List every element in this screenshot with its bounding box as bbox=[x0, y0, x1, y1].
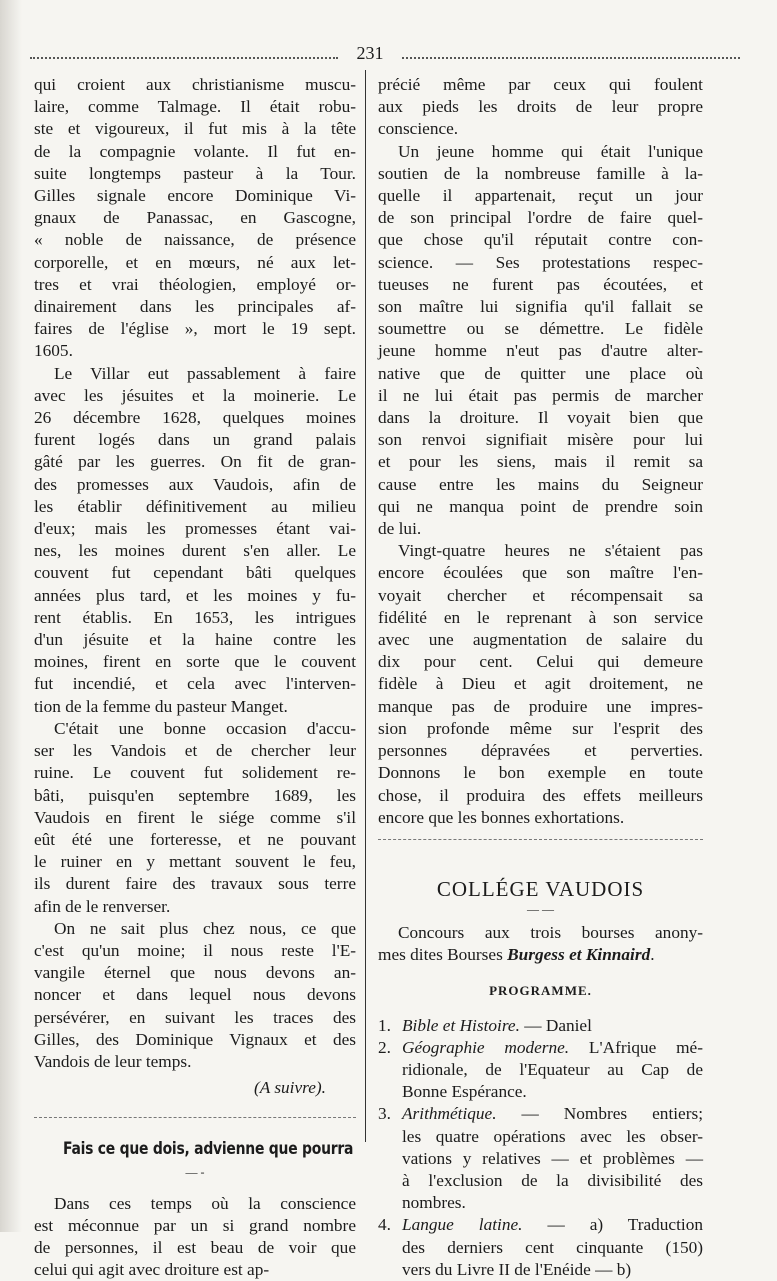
text-line: Un jeune homme qui était l'unique bbox=[398, 141, 703, 161]
text-line bbox=[402, 1059, 703, 1081]
left-column bbox=[34, 74, 356, 1281]
concours-line bbox=[378, 944, 703, 966]
text-line: des promesses aux Vaudois, afin de bbox=[34, 474, 356, 494]
text-line: « noble de naissance, de présence bbox=[34, 230, 356, 250]
text-line bbox=[402, 1170, 703, 1192]
programme-item bbox=[378, 1037, 703, 1104]
text-line bbox=[402, 1148, 703, 1170]
text-line: Vaudois en firent le siége comme s'il bbox=[34, 807, 356, 827]
text-line: avec une augmentation de salaire du bbox=[378, 630, 703, 650]
text-line: bâti, puisqu'en septembre 1689, les bbox=[34, 785, 356, 805]
text-line: Dans ces temps où la conscience bbox=[54, 1193, 356, 1213]
item-text: les quatre opérations avec les obser- bbox=[402, 1126, 703, 1146]
text-line bbox=[402, 1037, 703, 1059]
text-line: son maître lui signifia qu'il fallait se bbox=[378, 297, 703, 317]
text-line: fidélité en le reprenant à son service bbox=[378, 607, 703, 627]
item-number: 3. bbox=[378, 1104, 391, 1124]
text-line: ruine. Le couvent fut solidement re- bbox=[34, 763, 356, 783]
item-number: 2. bbox=[378, 1037, 391, 1057]
text-line: cause entre les mains du Seigneur bbox=[378, 474, 703, 494]
text-line: de la compagnie volante. Il fut en- bbox=[34, 141, 356, 161]
text-line bbox=[402, 1192, 703, 1214]
text-line bbox=[402, 1015, 703, 1037]
item-text: à l'exclusion de la divisibilité des bbox=[402, 1170, 703, 1190]
text-line: quelle il appartenait, reçut un jour bbox=[378, 186, 703, 206]
column-divider bbox=[365, 70, 366, 1142]
text-line: d'eux; mais les promesses étant vai- bbox=[34, 519, 356, 539]
text-line: 1605. bbox=[34, 341, 73, 361]
page-header bbox=[30, 43, 740, 66]
text-line: furent logés dans un grand palais bbox=[34, 430, 356, 450]
text-line: d'un jésuite et la haine contre les bbox=[34, 630, 356, 650]
text-line: jeune homme n'eut pas d'autre alter- bbox=[378, 341, 703, 361]
programme-item bbox=[378, 1103, 703, 1214]
programme-item bbox=[378, 1015, 703, 1037]
text-line bbox=[402, 1214, 703, 1236]
item-subject: Arithmétique. bbox=[402, 1104, 497, 1124]
paragraph bbox=[378, 141, 703, 541]
text-line: moines, firent en sorte que le couvent bbox=[34, 652, 356, 672]
text-line: qui ne manqua point de prendre soin bbox=[378, 496, 703, 516]
item-text: vers du Livre II de l'Enéide — b) bbox=[402, 1259, 632, 1279]
paragraph bbox=[378, 540, 703, 829]
text-line: aux pieds les droits de leur propre bbox=[378, 97, 703, 117]
item-text: L'Afrique mé- bbox=[588, 1037, 703, 1057]
header-dotted-rule-right bbox=[402, 57, 740, 59]
text-line bbox=[402, 1081, 703, 1103]
text-line: noncer et dans lequel nous devons bbox=[34, 985, 356, 1005]
text-line: manque pas de produire une impres- bbox=[378, 696, 703, 716]
text-line: son renvoi signifiait misère pour lui bbox=[378, 430, 703, 450]
text-line: rent établis. En 1653, les intrigues bbox=[34, 607, 356, 627]
text-line: vangile éternel que nous devons an- bbox=[34, 963, 356, 983]
paragraph bbox=[34, 363, 356, 718]
text-line: conscience. bbox=[378, 119, 459, 139]
header-dotted-rule-left bbox=[30, 57, 338, 59]
text-line: dix pour cent. Celui qui demeure bbox=[378, 652, 703, 672]
text-line: soumettre ou se démettre. Le fidèle bbox=[378, 319, 703, 339]
page-edge-shadow bbox=[0, 0, 22, 1232]
text-line: Vingt-quatre heures ne s'étaient pas bbox=[398, 541, 703, 561]
text-line: fut incendié, et cela avec l'interven- bbox=[34, 674, 356, 694]
text-line: tres et vrai théologien, employé or- bbox=[34, 274, 356, 294]
text-line: couvent fut cependant bâti quelques bbox=[34, 563, 356, 583]
item-text: vations y relatives — et problèmes — bbox=[402, 1148, 703, 1168]
text-line: nes, les moines durent s'en aller. Le bbox=[34, 541, 356, 561]
text-line: Le Villar eut passablement à faire bbox=[54, 363, 356, 383]
text-line: gâté par les guerres. On fit de gran- bbox=[34, 452, 356, 472]
text-line: et pour les siens, mais il remit sa bbox=[378, 452, 703, 472]
text-line: encore écoulées que son maître l'en- bbox=[378, 563, 703, 583]
text-line: native que de quitter une place où bbox=[378, 363, 703, 383]
item-text: nombres. bbox=[402, 1193, 466, 1213]
paragraph bbox=[34, 74, 356, 363]
text-line: avec les jésuites et la moinerie. Le bbox=[34, 385, 356, 405]
text-line: qui croient aux christianisme muscu- bbox=[34, 75, 356, 94]
text-line: gnaux de Panassac, en Gascogne, bbox=[34, 208, 356, 228]
section-separator bbox=[378, 839, 703, 840]
concours-suffix: . bbox=[650, 945, 655, 965]
text-line: dinairement dans les principales af- bbox=[34, 297, 356, 317]
text-line: personnes dépravées et perverties. bbox=[378, 741, 703, 761]
item-number: 1. bbox=[378, 1015, 391, 1035]
text-line: de personnes, il est beau de voir que bbox=[34, 1237, 356, 1257]
text-line: c'est qu'un moine; il nous reste l'E- bbox=[34, 940, 356, 960]
text-line bbox=[402, 1259, 703, 1281]
title-rule: — - bbox=[185, 1164, 205, 1179]
text-line: corporelle, et en mœurs, né aux let- bbox=[34, 252, 356, 272]
item-text: des derniers cent cinquante (150) bbox=[402, 1237, 703, 1257]
text-line: que chose qu'il réputait contre con- bbox=[378, 230, 703, 250]
item-subject: Géographie moderne. bbox=[402, 1037, 570, 1057]
page-number: 231 bbox=[356, 43, 384, 63]
item-text: — a) Traduction bbox=[547, 1215, 703, 1235]
text-line: On ne sait plus chez nous, ce que bbox=[54, 918, 356, 938]
text-line: Vandois de leur temps. bbox=[34, 1051, 192, 1071]
programme-label: PROGRAMME. bbox=[489, 983, 592, 999]
text-line: Gilles, des Dominique Vignaux et des bbox=[34, 1029, 356, 1049]
bourses-names: Burgess et Kinnaird bbox=[507, 945, 651, 965]
text-line: il ne lui était pas permis de marcher bbox=[378, 385, 703, 405]
college-title: COLLÉGE VAUDOIS bbox=[436, 876, 645, 901]
right-column bbox=[378, 74, 703, 1281]
programme-item bbox=[378, 1214, 703, 1281]
text-line: science. — Ses protestations respec- bbox=[378, 252, 703, 272]
section-title: Fais ce que dois, advienne que pourra bbox=[62, 1139, 354, 1160]
title-rule: — — bbox=[527, 901, 554, 916]
text-line: Donnons le bon exemple en toute bbox=[378, 763, 703, 783]
text-line: sion profonde même sur l'esprit des bbox=[378, 718, 703, 738]
item-text: ridionale, de l'Equateur au Cap de bbox=[402, 1059, 703, 1079]
text-line: le ruiner en y mettant souvent le feu, bbox=[34, 852, 356, 872]
text-line: Gilles signale encore Dominique Vi- bbox=[34, 186, 356, 206]
concours-line: Concours aux trois bourses anony- bbox=[398, 922, 703, 942]
text-line: encore que les bonnes exhortations. bbox=[378, 807, 625, 827]
text-line: les établir définitivement au milieu bbox=[34, 496, 356, 516]
text-line bbox=[402, 1126, 703, 1148]
paragraph bbox=[34, 1193, 356, 1281]
item-text: Bonne Espérance. bbox=[402, 1082, 527, 1102]
text-line: eût été une forteresse, et ne pouvant bbox=[34, 829, 356, 849]
item-number: 4. bbox=[378, 1215, 391, 1235]
text-line: ste et vigoureux, il fut mis à la tête bbox=[34, 119, 356, 139]
concours-prefix: mes dites Bourses bbox=[378, 945, 508, 965]
text-line: soutien de la nombreuse famille à la- bbox=[378, 163, 703, 183]
paragraph bbox=[34, 718, 356, 918]
to-be-continued: (A suivre). bbox=[254, 1078, 326, 1098]
text-line: voyait chercher et récompensait sa bbox=[378, 585, 703, 605]
text-line: tion de la femme du pasteur Manget. bbox=[34, 696, 288, 716]
text-line: précié même par ceux qui foulent bbox=[378, 75, 703, 94]
text-line: suite longtemps pasteur à la Tour. bbox=[34, 163, 356, 183]
text-line: persévérer, en suivant les traces des bbox=[34, 1007, 356, 1027]
text-line: ils durent faire des travaux sous terre bbox=[34, 874, 356, 894]
text-line: de son principal l'ordre de faire quel- bbox=[378, 208, 703, 228]
programme-list bbox=[378, 1015, 703, 1281]
text-line: tueuses ne furent pas écoutées, et bbox=[378, 274, 703, 294]
text-line: ser les Vandois et de chercher leur bbox=[34, 741, 356, 761]
item-text: — Daniel bbox=[524, 1015, 592, 1035]
paragraph bbox=[34, 918, 356, 1073]
text-line: C'était une bonne occasion d'accu- bbox=[54, 718, 356, 738]
text-line: laire, comme Talmage. Il était robu- bbox=[34, 97, 356, 117]
text-line: faires de l'église », mort le 19 sept. bbox=[34, 319, 356, 339]
section-separator bbox=[34, 1117, 356, 1118]
text-line: fidèle à Dieu et agit droitement, ne bbox=[378, 674, 703, 694]
text-line: 26 décembre 1628, quelques moines bbox=[34, 408, 356, 428]
text-line: années plus tard, et les moines y fu- bbox=[34, 585, 356, 605]
item-text: — Nombres entiers; bbox=[521, 1104, 703, 1124]
text-line: chose, il produira des effets meilleurs bbox=[378, 785, 703, 805]
text-line: de lui. bbox=[378, 519, 422, 539]
item-subject: Bible et Histoire. bbox=[402, 1015, 520, 1035]
text-line bbox=[402, 1237, 703, 1259]
text-line: celui qui agit avec droiture est ap- bbox=[34, 1260, 270, 1280]
text-line: afin de le renverser. bbox=[34, 896, 171, 916]
text-line: est méconnue par un si grand nombre bbox=[34, 1215, 356, 1235]
text-line bbox=[402, 1103, 703, 1125]
item-subject: Langue latine. bbox=[402, 1215, 523, 1235]
paragraph bbox=[378, 74, 703, 141]
text-line: dans la droiture. Il voyait bien que bbox=[378, 408, 703, 428]
